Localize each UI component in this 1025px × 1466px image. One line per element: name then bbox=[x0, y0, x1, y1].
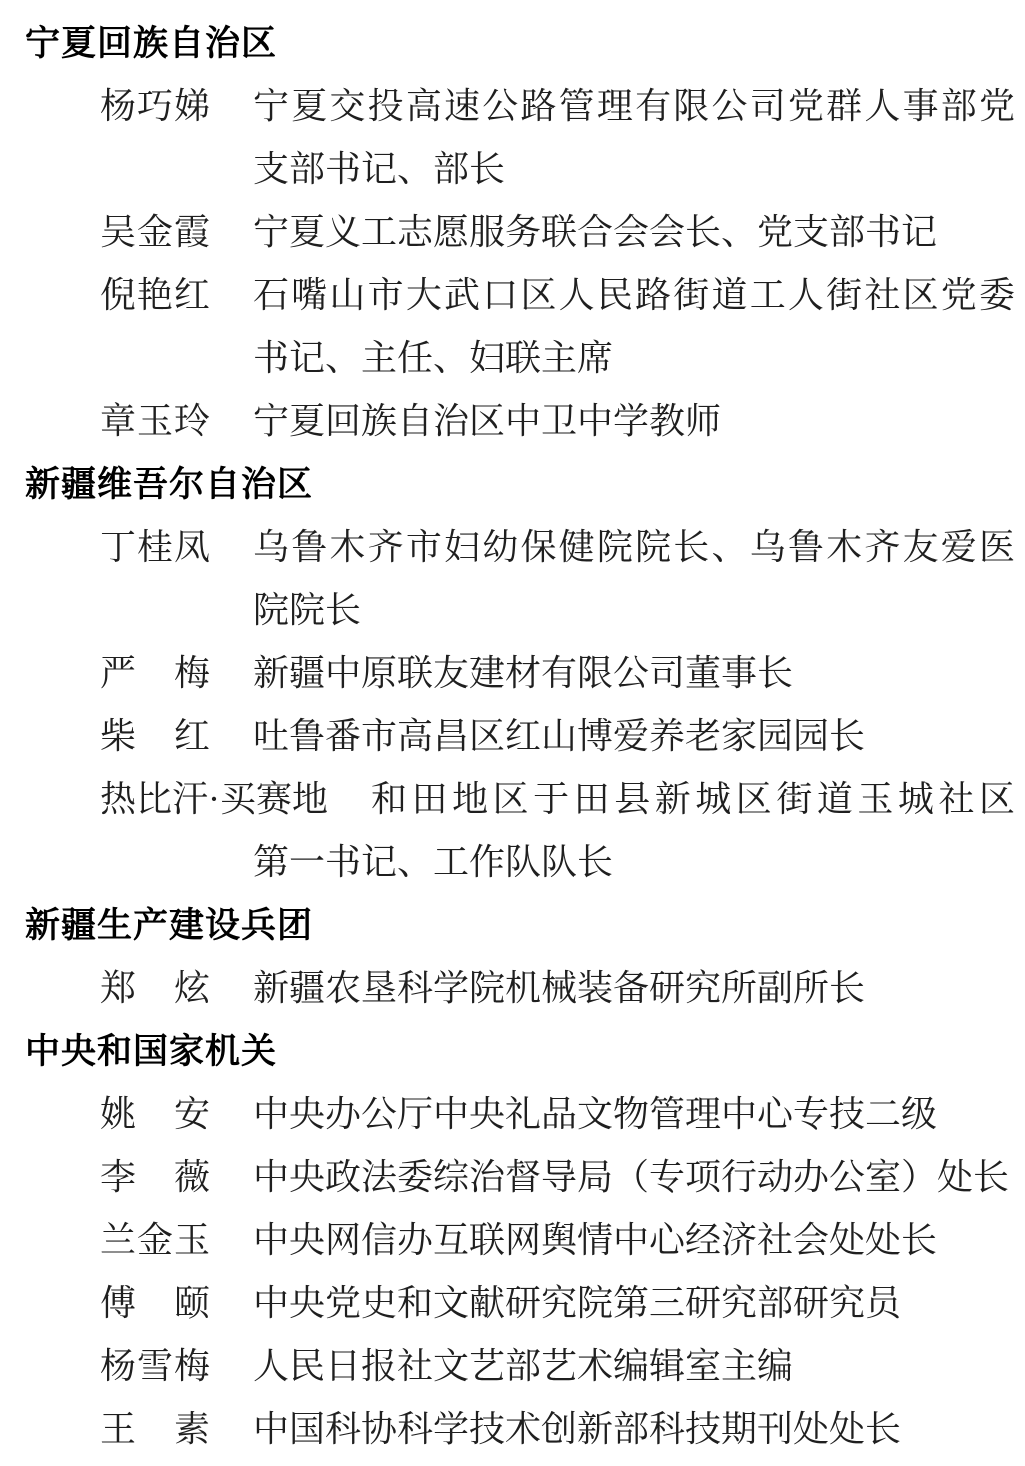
honoree-position-line: 院院长 bbox=[253, 590, 362, 630]
honoree-entry bbox=[0, 390, 1015, 453]
honoree-position-line: 和田地区于田县新城区街道玉城社区 bbox=[371, 779, 1015, 819]
honoree-name: 王素 bbox=[100, 1409, 210, 1449]
honoree-position-line: 支部书记、部长 bbox=[253, 149, 506, 189]
honoree-name: 吴金霞 bbox=[100, 212, 210, 252]
honoree-position-line: 新疆农垦科学院机械装备研究所副所长 bbox=[253, 968, 866, 1008]
honoree-position-line: 中央政法委综治督导局（专项行动办公室）处长 bbox=[253, 1157, 1010, 1197]
section-header: 新疆生产建设兵团 bbox=[25, 906, 314, 945]
honoree-position-line: 中国科协科学技术创新部科技期刊处处长 bbox=[253, 1409, 902, 1449]
honoree-entry bbox=[0, 516, 1015, 642]
honoree-position-line: 书记、主任、妇联主席 bbox=[253, 338, 614, 378]
honoree-entry bbox=[0, 642, 1015, 705]
honoree-position-line: 第一书记、工作队队长 bbox=[253, 842, 614, 882]
honoree-position-line: 中央办公厅中央礼品文物管理中心专技二级 bbox=[253, 1094, 938, 1134]
honoree-name: 傅颐 bbox=[100, 1283, 210, 1323]
honoree-position-line: 宁夏交投高速公路管理有限公司党群人事部党 bbox=[253, 86, 1015, 126]
honoree-position-line: 宁夏义工志愿服务联合会会长、党支部书记 bbox=[253, 212, 938, 252]
honoree-entry bbox=[0, 1083, 1015, 1146]
honoree-name: 严梅 bbox=[100, 653, 210, 693]
honoree-name: 杨雪梅 bbox=[100, 1346, 210, 1386]
honoree-name: 郑炫 bbox=[100, 968, 210, 1008]
honoree-position-line: 宁夏回族自治区中卫中学教师 bbox=[253, 401, 722, 441]
honoree-position-line: 新疆中原联友建材有限公司董事长 bbox=[253, 653, 794, 693]
honoree-position-line: 人民日报社文艺部艺术编辑室主编 bbox=[253, 1346, 794, 1386]
honoree-position-line: 乌鲁木齐市妇幼保健院院长、乌鲁木齐友爱医 bbox=[253, 527, 1015, 567]
honoree-position-line: 吐鲁番市高昌区红山博爱养老家园园长 bbox=[253, 716, 866, 756]
section-header: 新疆维吾尔自治区 bbox=[25, 465, 314, 504]
honoree-entry bbox=[0, 705, 1015, 768]
honoree-entry bbox=[0, 264, 1015, 390]
section-header: 宁夏回族自治区 bbox=[25, 24, 278, 63]
honoree-entry bbox=[0, 1398, 1015, 1461]
honoree-name: 柴红 bbox=[100, 716, 210, 756]
honoree-entry bbox=[0, 768, 1015, 894]
honoree-entry bbox=[0, 1146, 1015, 1209]
honoree-name: 杨巧娣 bbox=[100, 86, 210, 126]
honoree-entry bbox=[0, 201, 1015, 264]
honoree-position-line: 中央党史和文献研究院第三研究部研究员 bbox=[253, 1283, 902, 1323]
honoree-name: 章玉玲 bbox=[100, 401, 210, 441]
honoree-position-line: 中央网信办互联网舆情中心经济社会处处长 bbox=[253, 1220, 938, 1260]
honoree-position-line: 石嘴山市大武口区人民路街道工人街社区党委 bbox=[253, 275, 1015, 315]
honoree-entry bbox=[0, 957, 1015, 1020]
honoree-entry bbox=[0, 1209, 1015, 1272]
honoree-name: 倪艳红 bbox=[100, 275, 210, 315]
honoree-entry bbox=[0, 1335, 1015, 1398]
honoree-name: 李薇 bbox=[100, 1157, 210, 1197]
honoree-name: 姚安 bbox=[100, 1094, 210, 1134]
honoree-name: 丁桂凤 bbox=[100, 527, 210, 567]
honoree-name: 兰金玉 bbox=[100, 1220, 210, 1260]
section-header: 中央和国家机关 bbox=[25, 1032, 278, 1071]
honoree-entry bbox=[0, 1272, 1015, 1335]
honoree-name: 热比汗·买赛地 bbox=[100, 779, 328, 819]
honoree-entry bbox=[0, 75, 1015, 201]
